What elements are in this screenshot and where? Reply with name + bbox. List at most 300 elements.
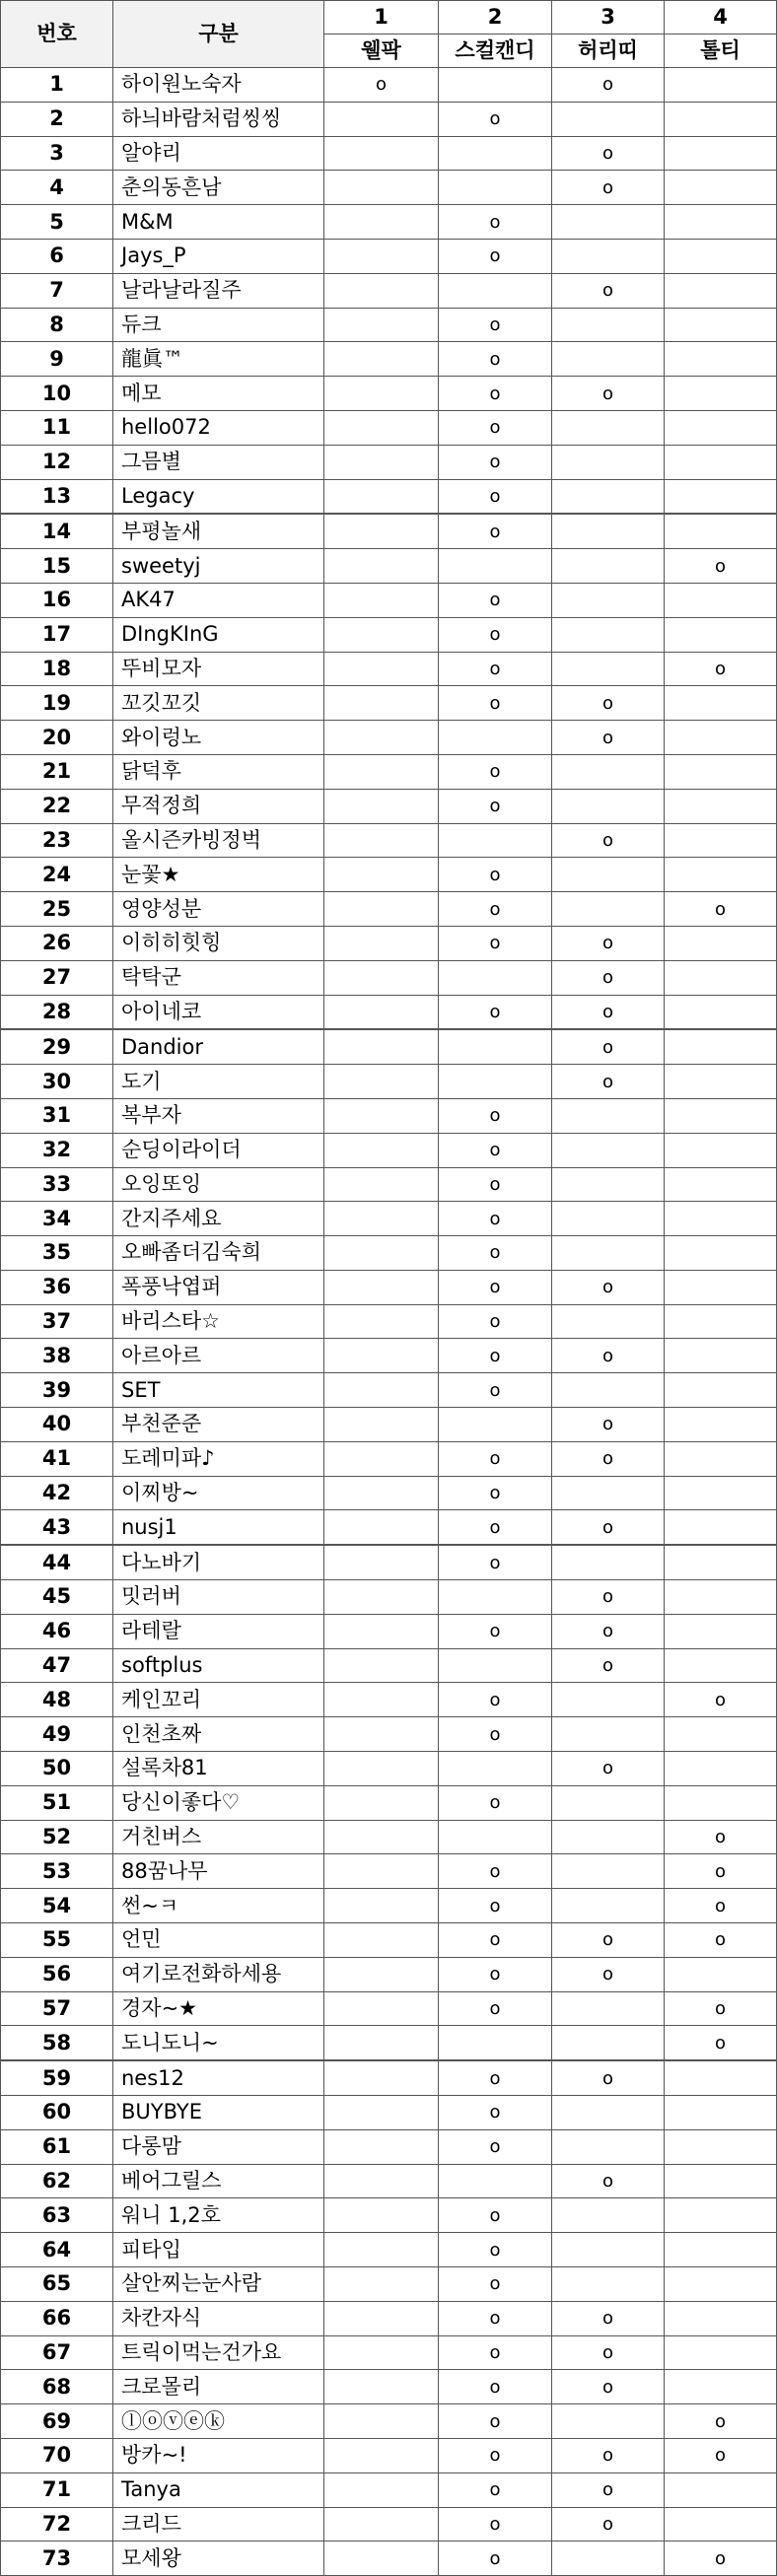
row-number: 66 xyxy=(1,2301,113,2335)
mark-cell-1 xyxy=(324,239,439,273)
mark-cell-3 xyxy=(552,308,665,342)
table-row xyxy=(1,1854,777,1889)
mark-cell-1 xyxy=(324,445,439,479)
mark-cell-3 xyxy=(552,2404,665,2439)
mark-cell-2 xyxy=(439,823,552,858)
mark-cell-1 xyxy=(324,342,439,377)
row-name: 알야리 xyxy=(113,136,324,171)
mark-cell-3: o xyxy=(552,1510,665,1545)
row-name: 당신이좋다♡ xyxy=(113,1785,324,1820)
row-name: 탁탁군 xyxy=(113,960,324,995)
mark-cell-1 xyxy=(324,1991,439,2026)
row-number: 53 xyxy=(1,1854,113,1889)
table-row xyxy=(1,2026,777,2060)
column-number-1: 1 xyxy=(324,1,439,35)
mark-cell-4 xyxy=(665,686,777,721)
mark-cell-2: o xyxy=(439,377,552,411)
mark-cell-1 xyxy=(324,1236,439,1271)
mark-cell-3: o xyxy=(552,2370,665,2404)
row-number: 12 xyxy=(1,445,113,479)
row-number: 42 xyxy=(1,1476,113,1510)
mark-cell-1 xyxy=(324,1029,439,1064)
row-name: 경자~★ xyxy=(113,1991,324,2026)
table-row xyxy=(1,1167,777,1202)
mark-cell-4 xyxy=(665,1614,777,1648)
mark-cell-1 xyxy=(324,858,439,892)
mark-cell-3: o xyxy=(552,377,665,411)
mark-cell-3: o xyxy=(552,1580,665,1615)
mark-cell-1 xyxy=(324,686,439,721)
row-number: 71 xyxy=(1,2472,113,2507)
row-name: 복부자 xyxy=(113,1098,324,1133)
mark-cell-3: o xyxy=(552,273,665,308)
row-name: 살안찌는눈사람 xyxy=(113,2267,324,2302)
table-row xyxy=(1,789,777,823)
table-row xyxy=(1,1133,777,1167)
row-number: 54 xyxy=(1,1889,113,1923)
mark-cell-4 xyxy=(665,273,777,308)
row-number: 63 xyxy=(1,2198,113,2233)
table-row xyxy=(1,2096,777,2130)
mark-cell-2: o xyxy=(439,308,552,342)
mark-cell-2 xyxy=(439,273,552,308)
mark-cell-4 xyxy=(665,445,777,479)
row-number: 68 xyxy=(1,2370,113,2404)
mark-cell-4 xyxy=(665,1957,777,1991)
mark-cell-4 xyxy=(665,2267,777,2302)
row-number: 58 xyxy=(1,2026,113,2060)
row-number: 18 xyxy=(1,652,113,686)
row-number: 1 xyxy=(1,68,113,103)
mark-cell-4 xyxy=(665,1236,777,1271)
row-name: 뚜비모자 xyxy=(113,652,324,686)
mark-cell-4 xyxy=(665,2129,777,2164)
mark-cell-4 xyxy=(665,136,777,171)
mark-cell-3 xyxy=(552,617,665,652)
mark-cell-4 xyxy=(665,1098,777,1133)
row-number: 20 xyxy=(1,721,113,755)
table-row xyxy=(1,1510,777,1545)
mark-cell-2: o xyxy=(439,102,552,136)
mark-cell-2: o xyxy=(439,858,552,892)
mark-cell-1 xyxy=(324,273,439,308)
mark-cell-2: o xyxy=(439,1991,552,2026)
row-name: 라테랄 xyxy=(113,1614,324,1648)
mark-cell-1 xyxy=(324,549,439,584)
row-name: 도니도니~ xyxy=(113,2026,324,2060)
table-row xyxy=(1,1889,777,1923)
table-row xyxy=(1,239,777,273)
mark-cell-4 xyxy=(665,1717,777,1752)
row-name: 트릭이먹는건가요 xyxy=(113,2335,324,2370)
table-row xyxy=(1,377,777,411)
table-row xyxy=(1,2233,777,2267)
mark-cell-4 xyxy=(665,1648,777,1683)
row-name: 모세왕 xyxy=(113,2541,324,2576)
mark-cell-4 xyxy=(665,342,777,377)
mark-cell-2: o xyxy=(439,1476,552,1510)
table-row xyxy=(1,2301,777,2335)
row-number: 47 xyxy=(1,1648,113,1683)
mark-cell-1 xyxy=(324,1476,439,1510)
row-name: softplus xyxy=(113,1648,324,1683)
row-number: 6 xyxy=(1,239,113,273)
row-number: 73 xyxy=(1,2541,113,2576)
table-row xyxy=(1,1408,777,1442)
mark-cell-1 xyxy=(324,721,439,755)
mark-cell-2: o xyxy=(439,1098,552,1133)
mark-cell-3 xyxy=(552,1889,665,1923)
mark-cell-3 xyxy=(552,892,665,927)
row-name: 폭풍낙엽퍼 xyxy=(113,1270,324,1304)
mark-cell-4 xyxy=(665,1510,777,1545)
mark-cell-3 xyxy=(552,652,665,686)
mark-cell-1 xyxy=(324,171,439,205)
row-number: 29 xyxy=(1,1029,113,1064)
mark-cell-1 xyxy=(324,960,439,995)
row-name: 인천초짜 xyxy=(113,1717,324,1752)
row-number: 15 xyxy=(1,549,113,584)
mark-cell-1 xyxy=(324,2096,439,2130)
mark-cell-4 xyxy=(665,1304,777,1339)
table-row xyxy=(1,1441,777,1476)
mark-cell-3: o xyxy=(552,136,665,171)
table-row xyxy=(1,445,777,479)
mark-cell-4: o xyxy=(665,652,777,686)
mark-cell-2: o xyxy=(439,2060,552,2095)
mark-cell-4 xyxy=(665,1441,777,1476)
mark-cell-3 xyxy=(552,2267,665,2302)
mark-cell-2: o xyxy=(439,1717,552,1752)
mark-cell-1 xyxy=(324,789,439,823)
table-row xyxy=(1,1991,777,2026)
row-number: 40 xyxy=(1,1408,113,1442)
mark-cell-2: o xyxy=(439,789,552,823)
mark-cell-4 xyxy=(665,2507,777,2541)
mark-cell-4 xyxy=(665,1167,777,1202)
mark-cell-2: o xyxy=(439,239,552,273)
mark-cell-4 xyxy=(665,926,777,960)
mark-cell-3 xyxy=(552,1991,665,2026)
row-number: 49 xyxy=(1,1717,113,1752)
row-number: 46 xyxy=(1,1614,113,1648)
row-number: 25 xyxy=(1,892,113,927)
row-name: 닭덕후 xyxy=(113,754,324,789)
row-number: 56 xyxy=(1,1957,113,1991)
table-row xyxy=(1,1373,777,1408)
table-row xyxy=(1,514,777,548)
row-number: 34 xyxy=(1,1202,113,1236)
mark-cell-2: o xyxy=(439,2267,552,2302)
table-row xyxy=(1,1202,777,1236)
mark-cell-3 xyxy=(552,342,665,377)
mark-cell-1 xyxy=(324,823,439,858)
row-number: 33 xyxy=(1,1167,113,1202)
mark-cell-1 xyxy=(324,1648,439,1683)
mark-cell-1 xyxy=(324,2335,439,2370)
table-row xyxy=(1,102,777,136)
mark-cell-1 xyxy=(324,102,439,136)
table-row xyxy=(1,342,777,377)
table-row xyxy=(1,1304,777,1339)
table-row xyxy=(1,1098,777,1133)
mark-cell-2: o xyxy=(439,2129,552,2164)
table-row xyxy=(1,926,777,960)
mark-cell-2: o xyxy=(439,1202,552,1236)
mark-cell-4 xyxy=(665,1270,777,1304)
table-row xyxy=(1,1752,777,1786)
mark-cell-2: o xyxy=(439,1270,552,1304)
row-name: 영양성분 xyxy=(113,892,324,927)
mark-cell-1 xyxy=(324,136,439,171)
mark-cell-4 xyxy=(665,68,777,103)
mark-cell-2 xyxy=(439,171,552,205)
mark-cell-2 xyxy=(439,1065,552,1099)
mark-cell-2: o xyxy=(439,2096,552,2130)
mark-cell-1 xyxy=(324,1441,439,1476)
table-row xyxy=(1,1580,777,1615)
mark-cell-2: o xyxy=(439,1339,552,1373)
mark-cell-3 xyxy=(552,514,665,548)
mark-cell-1 xyxy=(324,205,439,240)
table-row xyxy=(1,1339,777,1373)
mark-cell-4 xyxy=(665,1065,777,1099)
mark-cell-4 xyxy=(665,2060,777,2095)
mark-cell-1 xyxy=(324,2507,439,2541)
row-name: DIngKInG xyxy=(113,617,324,652)
mark-cell-2 xyxy=(439,1648,552,1683)
row-number: 21 xyxy=(1,754,113,789)
mark-cell-2 xyxy=(439,2026,552,2060)
row-number: 11 xyxy=(1,410,113,445)
row-name: 듀크 xyxy=(113,308,324,342)
mark-cell-4: o xyxy=(665,2541,777,2576)
mark-cell-1 xyxy=(324,652,439,686)
mark-cell-3: o xyxy=(552,926,665,960)
mark-cell-2: o xyxy=(439,1167,552,1202)
table-row xyxy=(1,2541,777,2576)
mark-cell-3 xyxy=(552,1476,665,1510)
row-number: 36 xyxy=(1,1270,113,1304)
table-row xyxy=(1,549,777,584)
row-name: AK47 xyxy=(113,583,324,617)
row-name: 순딩이라이더 xyxy=(113,1133,324,1167)
mark-cell-1 xyxy=(324,1717,439,1752)
mark-cell-2: o xyxy=(439,686,552,721)
row-name: 도레미파♪ xyxy=(113,1441,324,1476)
mark-cell-4 xyxy=(665,1785,777,1820)
mark-cell-2: o xyxy=(439,2472,552,2507)
table-row xyxy=(1,754,777,789)
mark-cell-2: o xyxy=(439,1133,552,1167)
mark-cell-4 xyxy=(665,1373,777,1408)
mark-cell-3: o xyxy=(552,686,665,721)
mark-cell-4 xyxy=(665,1580,777,1615)
mark-cell-3: o xyxy=(552,1339,665,1373)
column-number-2: 2 xyxy=(439,1,552,35)
mark-cell-1 xyxy=(324,1683,439,1717)
table-row xyxy=(1,1957,777,1991)
mark-cell-3: o xyxy=(552,1441,665,1476)
row-name: 간지주세요 xyxy=(113,1202,324,1236)
mark-cell-3: o xyxy=(552,2507,665,2541)
mark-cell-3: o xyxy=(552,68,665,103)
table-row xyxy=(1,1029,777,1064)
mark-cell-4: o xyxy=(665,1991,777,2026)
mark-cell-1 xyxy=(324,1545,439,1579)
mark-cell-1 xyxy=(324,1202,439,1236)
mark-cell-4 xyxy=(665,479,777,514)
row-name: sweetyj xyxy=(113,549,324,584)
row-name: 부평놀새 xyxy=(113,514,324,548)
mark-cell-3 xyxy=(552,2541,665,2576)
mark-cell-3 xyxy=(552,549,665,584)
row-name: 다롱맘 xyxy=(113,2129,324,2164)
mark-cell-2 xyxy=(439,1580,552,1615)
mark-cell-3 xyxy=(552,1167,665,1202)
mark-cell-4 xyxy=(665,514,777,548)
row-number: 70 xyxy=(1,2438,113,2472)
row-number: 22 xyxy=(1,789,113,823)
mark-cell-3: o xyxy=(552,1065,665,1099)
row-name: 오잉또잉 xyxy=(113,1167,324,1202)
mark-cell-1 xyxy=(324,1408,439,1442)
mark-cell-4 xyxy=(665,171,777,205)
mark-cell-3: o xyxy=(552,1029,665,1064)
mark-cell-2: o xyxy=(439,617,552,652)
mark-cell-1 xyxy=(324,2301,439,2335)
column-name-1: 웰팍 xyxy=(324,35,439,68)
row-name: ⓛⓞⓥⓔⓚ xyxy=(113,2404,324,2439)
row-name: 龍眞™ xyxy=(113,342,324,377)
row-number: 37 xyxy=(1,1304,113,1339)
mark-cell-4 xyxy=(665,583,777,617)
row-number: 55 xyxy=(1,1923,113,1958)
mark-cell-1 xyxy=(324,926,439,960)
row-number: 13 xyxy=(1,479,113,514)
row-name: 여기로전화하세용 xyxy=(113,1957,324,1991)
mark-cell-2 xyxy=(439,68,552,103)
mark-cell-2 xyxy=(439,960,552,995)
row-number: 8 xyxy=(1,308,113,342)
mark-cell-1 xyxy=(324,308,439,342)
mark-cell-2 xyxy=(439,549,552,584)
row-name: 춘의동흔남 xyxy=(113,171,324,205)
number-header: 번호 xyxy=(1,1,113,68)
mark-cell-4 xyxy=(665,1339,777,1373)
mark-cell-2: o xyxy=(439,2198,552,2233)
mark-cell-2: o xyxy=(439,754,552,789)
mark-cell-4: o xyxy=(665,1889,777,1923)
table-row xyxy=(1,1614,777,1648)
mark-cell-3 xyxy=(552,102,665,136)
mark-cell-2: o xyxy=(439,1545,552,1579)
mark-cell-1 xyxy=(324,754,439,789)
row-number: 28 xyxy=(1,995,113,1029)
mark-cell-2: o xyxy=(439,2507,552,2541)
table-row xyxy=(1,479,777,514)
mark-cell-3 xyxy=(552,1545,665,1579)
row-number: 60 xyxy=(1,2096,113,2130)
row-name: 아르아르 xyxy=(113,1339,324,1373)
mark-cell-3 xyxy=(552,205,665,240)
mark-cell-3 xyxy=(552,1098,665,1133)
mark-cell-2: o xyxy=(439,1785,552,1820)
row-number: 19 xyxy=(1,686,113,721)
mark-cell-4: o xyxy=(665,2438,777,2472)
mark-cell-2: o xyxy=(439,2541,552,2576)
table-row xyxy=(1,136,777,171)
mark-cell-4 xyxy=(665,205,777,240)
table-row xyxy=(1,686,777,721)
table-row xyxy=(1,617,777,652)
mark-cell-3: o xyxy=(552,1270,665,1304)
row-name: Tanya xyxy=(113,2472,324,2507)
column-number-4: 4 xyxy=(665,1,777,35)
mark-cell-2: o xyxy=(439,205,552,240)
mark-cell-1 xyxy=(324,1854,439,1889)
mark-cell-1 xyxy=(324,1133,439,1167)
row-name: 88꿈나무 xyxy=(113,1854,324,1889)
mark-cell-4 xyxy=(665,2370,777,2404)
mark-cell-1 xyxy=(324,377,439,411)
row-name: 눈꽃★ xyxy=(113,858,324,892)
mark-cell-2: o xyxy=(439,2301,552,2335)
row-name: 이히히힛힝 xyxy=(113,926,324,960)
table-row xyxy=(1,2129,777,2164)
row-number: 32 xyxy=(1,1133,113,1167)
mark-cell-3 xyxy=(552,2233,665,2267)
mark-cell-2: o xyxy=(439,2335,552,2370)
mark-cell-2 xyxy=(439,2164,552,2198)
mark-cell-2: o xyxy=(439,479,552,514)
mark-cell-3 xyxy=(552,1373,665,1408)
table-row xyxy=(1,2060,777,2095)
row-name: 워니 1,2호 xyxy=(113,2198,324,2233)
mark-cell-4 xyxy=(665,995,777,1029)
mark-cell-4 xyxy=(665,239,777,273)
table-row xyxy=(1,823,777,858)
table-body xyxy=(1,68,777,2576)
mark-cell-1 xyxy=(324,1820,439,1854)
mark-cell-2: o xyxy=(439,1304,552,1339)
mark-cell-3: o xyxy=(552,2301,665,2335)
row-number: 51 xyxy=(1,1785,113,1820)
mark-cell-1 xyxy=(324,1614,439,1648)
row-number: 72 xyxy=(1,2507,113,2541)
row-name: 도기 xyxy=(113,1065,324,1099)
column-name-3: 허리띠 xyxy=(552,35,665,68)
row-name: 설록차81 xyxy=(113,1752,324,1786)
row-number: 2 xyxy=(1,102,113,136)
mark-cell-1 xyxy=(324,479,439,514)
mark-cell-4 xyxy=(665,2472,777,2507)
table-row xyxy=(1,1717,777,1752)
row-name: 밋러버 xyxy=(113,1580,324,1615)
mark-cell-4 xyxy=(665,1752,777,1786)
mark-cell-3: o xyxy=(552,2438,665,2472)
row-number: 24 xyxy=(1,858,113,892)
mark-cell-1 xyxy=(324,1098,439,1133)
row-number: 45 xyxy=(1,1580,113,1615)
row-name: 아이네코 xyxy=(113,995,324,1029)
mark-cell-2 xyxy=(439,136,552,171)
row-name: 그믐별 xyxy=(113,445,324,479)
mark-cell-2: o xyxy=(439,652,552,686)
mark-cell-3 xyxy=(552,1717,665,1752)
mark-cell-2: o xyxy=(439,926,552,960)
row-number: 3 xyxy=(1,136,113,171)
